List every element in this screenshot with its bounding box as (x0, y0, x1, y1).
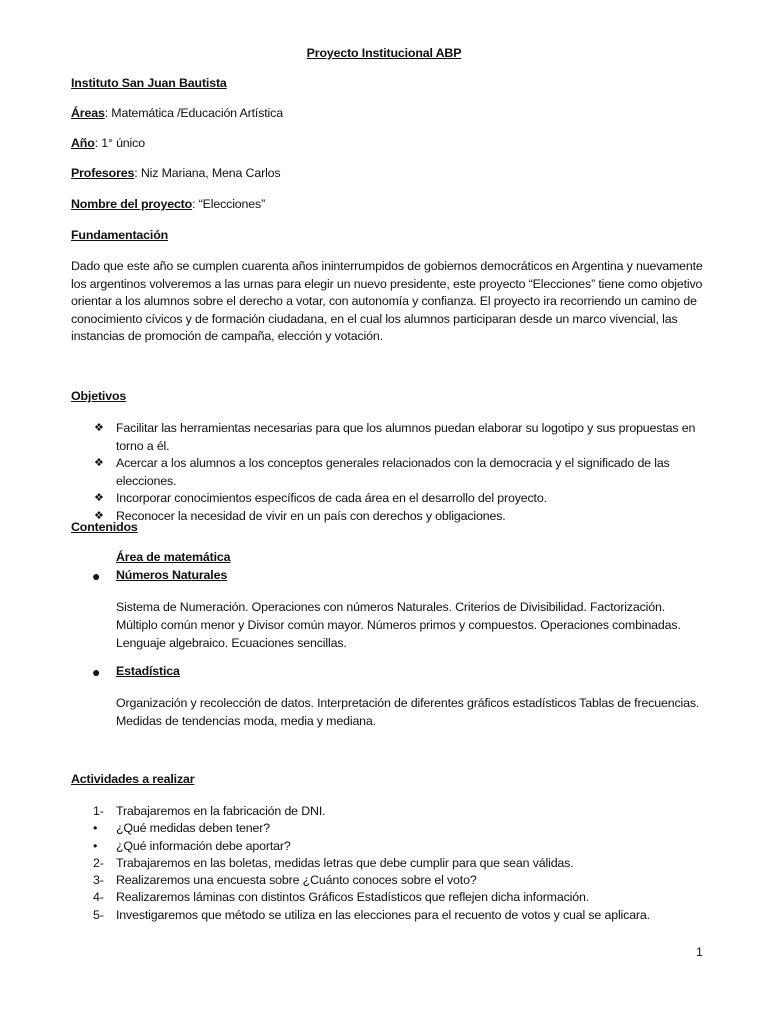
diamond-bullet-icon: ❖ (94, 422, 104, 434)
teachers-label: Profesores (71, 166, 135, 180)
list-item: • ¿Qué información debe aportar? (93, 838, 291, 853)
bullet-icon: ● (92, 664, 101, 680)
teachers-value: : Niz Mariana, Mena Carlos (134, 166, 281, 180)
fundamentacion-heading: Fundamentación (71, 228, 169, 242)
year-value: : 1° único (94, 136, 145, 150)
fundamentacion-text: Dado que este año se cumplen cuarenta años ininterrumpidos de gobiernos democráticos en Argentina y nuevamente los argentinos volveremos a las urnas para elegir un nuevo presidente, este proyecto “Elecciones” tiene como objetivo orientar a los alumnos sobre el derecho a votar, con autonomía y confianza. El proyecto ira recorriendo un camino de conocimiento cívicos y de formación ciudadana, en el cual los alumnos participaran desde un marco vivencial, las instancias de promoción de campaña, elección y votación. (71, 259, 703, 344)
project-name-line (71, 197, 265, 211)
list-item: 5- Investigaremos que método se utiliza en las elecciones para el recuento de votos y cual se aplicara. (93, 907, 650, 922)
document-title: Proyecto Institucional ABP (306, 46, 462, 60)
area-matematica-heading: Área de matemática (116, 550, 231, 564)
estadistica-heading: Estadística (116, 664, 180, 678)
list-item: 1- Trabajaremos en la fabricación de DNI. (93, 804, 326, 818)
list-item: 3- Realizaremos una encuesta sobre ¿Cuánto conoces sobre el voto? (93, 873, 477, 888)
diamond-bullet-icon: ❖ (94, 492, 104, 504)
year-label: Año (71, 136, 95, 150)
areas-value: : Matemática /Educación Artística (104, 106, 283, 120)
project-name-value: : “Elecciones” (192, 197, 266, 211)
list-item: ❖ Reconocer la necesidad de vivir en un país con derechos y obligaciones. (94, 508, 706, 526)
numeros-naturales-text: Sistema de Numeración. Operaciones con números Naturales. Criterios de Divisibilidad. Factorización. Múltiplo común menor y Divisor común mayor. Números primos y compuestos. Operaciones combinadas. Lenguaje algebraico. Ecuaciones sencillas. (116, 600, 681, 650)
list-item: 4- Realizaremos láminas con distintos Gráficos Estadísticos que reflejen dicha información. (93, 890, 590, 905)
page-number: 1 (696, 945, 703, 959)
actividades-heading: Actividades a realizar (71, 772, 195, 786)
contenidos-heading: Contenidos (71, 520, 138, 534)
diamond-bullet-icon: ❖ (94, 457, 104, 469)
list-item: ❖ Acercar a los alumnos a los conceptos generales relacionados con la democracia y el significado de las elecciones. (94, 456, 670, 488)
list-item: • ¿Qué medidas deben tener? (93, 821, 270, 836)
areas-line (71, 106, 283, 120)
year-line (71, 136, 145, 150)
list-item: ❖ Facilitar las herramientas necesarias para que los alumnos puedan elaborar su logotipo y sus propuestas en torno a él. (94, 421, 696, 453)
institute-name: Instituto San Juan Bautista (71, 76, 227, 90)
actividades-list (93, 803, 713, 924)
objetivos-list (94, 420, 706, 525)
estadistica-text: Organización y recolección de datos. Interpretación de diferentes gráficos estadísticos Tablas de frecuencias. Medidas de tendencias moda, media y mediana. (116, 696, 700, 728)
bullet-icon: ● (92, 568, 101, 584)
list-item: ❖ Incorporar conocimientos específicos de cada área en el desarrollo del proyecto. (94, 490, 706, 508)
project-name-label: Nombre del proyecto (71, 197, 193, 211)
numeros-naturales-heading: Números Naturales (116, 568, 228, 582)
diamond-bullet-icon: ❖ (94, 509, 104, 522)
list-item: 2- Trabajaremos en las boletas, medidas letras que debe cumplir para que sean válidas. (93, 855, 574, 870)
objetivos-heading: Objetivos (71, 389, 127, 403)
teachers-line (71, 166, 280, 180)
areas-label: Áreas (71, 106, 105, 120)
